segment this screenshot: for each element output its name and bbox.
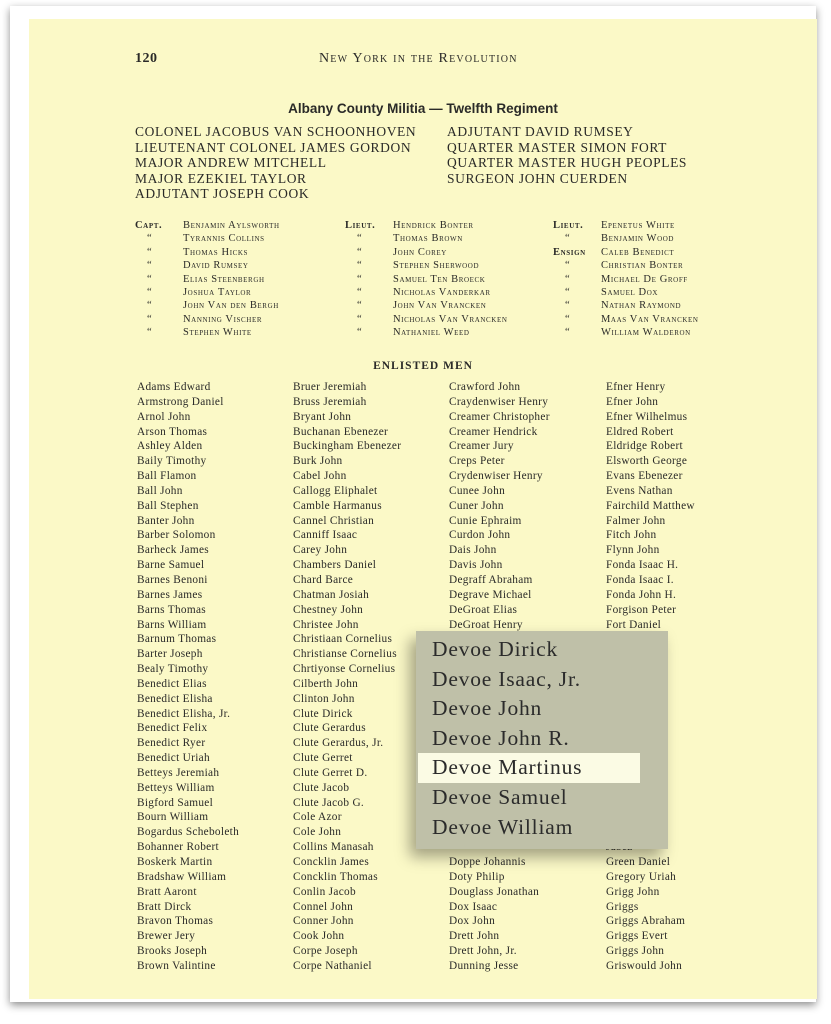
officer-row (553, 313, 699, 326)
officer-row (345, 313, 508, 326)
enlisted-name: Dox John (449, 915, 496, 928)
rank-label: Lieut. (553, 220, 584, 231)
enlisted-name: Connel John (293, 900, 354, 913)
enlisted-name: Bourn William (137, 811, 209, 824)
officer-row (553, 286, 699, 299)
rank-label: “ (357, 273, 363, 285)
book-page (29, 19, 817, 999)
enlisted-name: Barns William (137, 618, 207, 631)
enlisted-name: Christiaan Cornelius (293, 633, 393, 646)
enlisted-name: Degrave Michael (449, 588, 532, 601)
rank-label: Capt. (135, 220, 163, 231)
enlisted-name: DeGroat Elias (449, 603, 518, 616)
enlisted-name: Bratt Aaront (137, 885, 197, 898)
enlisted-name: Douglass Jonathan (449, 885, 540, 898)
officer-row (135, 259, 280, 272)
enlisted-name: Griggs Evert (606, 930, 668, 943)
officer-row (135, 219, 280, 232)
enlisted-name: Clute Dirick (293, 707, 353, 720)
enlisted-name: Dox Isaac (449, 900, 498, 913)
rank-label: Lieut. (345, 220, 376, 231)
enlisted-name: Cuner John (449, 499, 504, 512)
officer-name: Elias Steenbergh (183, 273, 265, 285)
enlisted-name: Benedict Ryer (137, 737, 206, 750)
officer-row (553, 326, 699, 339)
officer-name: Nanning Vischer (183, 313, 263, 325)
officer-row (345, 273, 508, 286)
enlisted-name: Armstrong Daniel (137, 395, 224, 408)
enlisted-name: Fonda John H. (606, 588, 677, 601)
enlisted-name: Conner John (293, 915, 354, 928)
enlisted-name: Brewer Jery (137, 930, 196, 943)
enlisted-name: Clute Gerardus, Jr. (293, 737, 384, 750)
enlisted-name: Dunning Jesse (449, 959, 519, 972)
enlisted-name: Curdon John (449, 529, 511, 542)
enlisted-name: Evans Ebenezer (606, 470, 683, 483)
enlisted-name: Ball Stephen (137, 499, 199, 512)
officer-row (135, 246, 280, 259)
enlisted-name: Boskerk Martin (137, 856, 213, 868)
enlisted-name: Cole Azor (293, 811, 342, 824)
officer-name: Nicholas Vanderkar (393, 287, 491, 299)
officer-name: Nathaniel Weed (393, 327, 470, 339)
officer-name: Nicholas Van Vrancken (393, 313, 508, 325)
rank-label: “ (357, 260, 363, 272)
enlisted-name: Bratt Dirck (137, 900, 192, 913)
enlisted-name: Bogardus Scheboleth (137, 826, 240, 839)
enlisted-name: Barheck James (137, 544, 209, 557)
officer-name: ADJUTANT JOSEPH COOK (135, 186, 310, 202)
enlisted-name: Chambers Daniel (293, 559, 377, 572)
enlisted-name: Clute Jacob (293, 781, 350, 794)
officer-name: Benjamin Aylsworth (183, 220, 280, 231)
enlisted-name: Cunee John (449, 484, 506, 497)
officer-name: Benjamin Wood (601, 233, 675, 245)
enlisted-name: Buckingham Ebenezer (293, 440, 402, 453)
enlisted-name: Bryant John (293, 410, 352, 423)
officer-name: QUARTER MASTER HUGH PEOPLES (447, 155, 688, 171)
enlisted-name: Chard Barce (293, 573, 354, 586)
enlisted-name: Grigg John (606, 885, 660, 898)
enlisted-name: Crawford John (449, 381, 521, 393)
enlisted-name: Dais John (449, 544, 497, 557)
enlisted-name: Eldred Robert (606, 425, 674, 438)
enlisted-name: Benedict Elisha, Jr. (137, 707, 231, 720)
enlisted-name: Clute Jacob G. (293, 796, 365, 809)
enlisted-name: Fitch John (606, 529, 657, 542)
officer-name: David Rumsey (183, 260, 249, 272)
officer-name: Hendrick Bonter (393, 220, 474, 231)
enlisted-name: Griswould John (606, 959, 683, 972)
enlisted-name: Gregory Uriah (606, 870, 677, 883)
enlisted-name: Efner Henry (606, 381, 666, 393)
enlisted-name: Griggs Abraham (606, 915, 686, 928)
officer-name: John Corey (393, 246, 447, 258)
officer-row (345, 219, 508, 232)
rank-label: “ (565, 300, 571, 312)
enlisted-name: Davis John (449, 559, 503, 572)
enlisted-column-1 (137, 380, 239, 974)
rank-label: “ (357, 327, 363, 339)
enlisted-name: Barber Solomon (137, 529, 216, 542)
enlisted-name: Benedict Elisha (137, 692, 213, 705)
enlisted-name: Efner Wilhelmus (606, 410, 688, 423)
enlisted-name: Clute Gerardus (293, 722, 366, 735)
rank-label: “ (147, 273, 153, 285)
magnified-name: Devoe Isaac, Jr. (432, 666, 581, 691)
enlisted-name: Fonda Isaac I. (606, 573, 674, 586)
officer-row (345, 246, 508, 259)
enlisted-name: Craydenwiser Henry (449, 395, 549, 408)
enlisted-name: Doty Philip (449, 870, 505, 883)
regiment-title: Albany County Militia — Twelfth Regiment (288, 101, 558, 116)
magnified-name: Devoe Samuel (432, 784, 568, 809)
enlisted-name: Christee John (293, 618, 359, 631)
enlisted-name: Concklin Thomas (293, 870, 378, 883)
officer-name: Thomas Brown (393, 233, 463, 245)
enlisted-name: Chrtiyonse Cornelius (293, 663, 396, 676)
enlisted-name: Bealy Timothy (137, 663, 209, 676)
officer-name: John Van den Bergh (183, 300, 279, 312)
enlisted-name: Bigford Samuel (137, 796, 214, 809)
officer-row (345, 259, 508, 272)
officer-name: MAJOR ANDREW MITCHELL (135, 155, 327, 171)
enlisted-name: Griggs (606, 900, 639, 913)
enlisted-name: Doppe Johannis (449, 856, 526, 868)
enlisted-name: Corpe Joseph (293, 945, 358, 958)
enlisted-name: Drett John (449, 930, 500, 943)
officer-name: Maas Van Vrancken (601, 313, 699, 325)
enlisted-name: Arnol John (137, 410, 191, 423)
officer-name: Samuel Dox (601, 287, 659, 299)
enlisted-name: Eldridge Robert (606, 440, 683, 453)
rank-label: “ (147, 260, 153, 272)
enlisted-name: Conlin Jacob (293, 885, 356, 898)
officer-name: John Van Vrancken (393, 300, 487, 312)
officer-name: SURGEON JOHN CUERDEN (447, 170, 628, 186)
officer-name: Epenetus White (601, 220, 675, 231)
enlisted-name: Benedict Uriah (137, 752, 210, 765)
enlisted-name: Cunie Ephraim (449, 514, 522, 527)
enlisted-name: Griggs John (606, 945, 665, 958)
enlisted-name: Green Daniel (606, 856, 671, 868)
magnified-name: Devoe John (432, 696, 543, 721)
enlisted-name: Ashley Alden (137, 440, 203, 453)
enlisted-name: Betteys William (137, 781, 215, 794)
enlisted-name: Creamer Christopher (449, 410, 550, 423)
rank-label: “ (147, 233, 153, 245)
enlisted-name: Barnes Benoni (137, 573, 208, 586)
officer-row (553, 246, 699, 259)
enlisted-name: Brown Valintine (137, 959, 216, 972)
officer-name: Michael De Groff (601, 273, 688, 285)
officer-name: Stephen Sherwood (393, 260, 480, 272)
enlisted-name: Ball John (137, 484, 183, 497)
enlisted-name: Degraff Abraham (449, 573, 533, 586)
enlisted-name: Evens Nathan (606, 484, 673, 497)
officer-row (135, 326, 280, 339)
enlisted-name: Concklin James (293, 856, 370, 868)
enlisted-name: Buchanan Ebenezer (293, 425, 389, 438)
enlisted-name: Bruer Jeremiah (293, 381, 367, 393)
officer-row (345, 326, 508, 339)
enlisted-name: Bohanner Robert (137, 841, 219, 854)
enlisted-name: Elsworth George (606, 455, 688, 468)
officer-row (135, 232, 280, 245)
officer-row (135, 299, 280, 312)
enlisted-name: Brooks Joseph (137, 945, 208, 958)
enlisted-name: Christianse Cornelius (293, 648, 397, 661)
enlisted-name: Barnum Thomas (137, 633, 217, 646)
enlisted-name: Burk John (293, 455, 343, 468)
enlisted-men-heading: ENLISTED MEN (373, 360, 473, 372)
enlisted-name: Callogg Eliphalet (293, 484, 378, 497)
captains-column-3 (553, 219, 699, 340)
rank-label: “ (147, 313, 153, 325)
photo-frame (10, 6, 816, 1002)
enlisted-name: Carey John (293, 544, 348, 557)
rank-label: “ (357, 246, 363, 258)
enlisted-name: Falmer John (606, 514, 666, 527)
enlisted-name: Cole John (293, 826, 342, 839)
officer-row (553, 259, 699, 272)
enlisted-name: Barns Thomas (137, 603, 206, 616)
enlisted-name: Flynn John (606, 544, 660, 557)
captains-column-1 (135, 219, 280, 340)
enlisted-name: Fonda Isaac H. (606, 559, 679, 572)
enlisted-name: Cabel John (293, 470, 347, 483)
enlisted-name: Forgison Peter (606, 603, 677, 616)
officer-name: Thomas Hicks (183, 246, 249, 258)
rank-label: “ (147, 327, 153, 339)
officer-row (553, 232, 699, 245)
officer-name: Nathan Raymond (601, 300, 682, 312)
officer-name: LIEUTENANT COLONEL JAMES GORDON (135, 139, 412, 155)
officer-name: COLONEL JACOBUS VAN SCHOONHOVEN (135, 124, 417, 139)
officer-name: MAJOR EZEKIEL TAYLOR (135, 170, 307, 186)
enlisted-name: Fairchild Matthew (606, 499, 695, 512)
rank-label: “ (357, 233, 363, 245)
enlisted-name: Benedict Felix (137, 722, 208, 735)
enlisted-name: Ball Flamon (137, 470, 197, 483)
rank-label: “ (357, 287, 363, 299)
magnifier-callout (416, 631, 668, 849)
rank-label: “ (565, 260, 571, 272)
enlisted-column-2 (293, 380, 401, 974)
rank-label: “ (565, 287, 571, 299)
enlisted-name: Camble Harmanus (293, 499, 382, 512)
enlisted-name: Betteys Jeremiah (137, 766, 220, 779)
enlisted-name: Creps Peter (449, 455, 505, 468)
enlisted-name: Chestney John (293, 603, 364, 616)
officer-row (553, 219, 699, 232)
officer-name: Tyrannis Collins (183, 233, 265, 245)
rank-label: “ (357, 313, 363, 325)
enlisted-name: Baily Timothy (137, 455, 207, 468)
magnified-name: Devoe John R. (432, 725, 570, 750)
enlisted-name: Crydenwiser Henry (449, 470, 543, 483)
officer-row (553, 273, 699, 286)
enlisted-name: DeGroat Henry (449, 618, 523, 631)
enlisted-name: Barnes James (137, 588, 203, 601)
enlisted-name: Efner John (606, 395, 659, 408)
rank-label: “ (565, 273, 571, 285)
enlisted-name: Creamer Hendrick (449, 425, 538, 438)
rank-label: “ (565, 233, 571, 245)
enlisted-name: Cook John (293, 930, 345, 943)
enlisted-name: Clute Gerret (293, 752, 353, 765)
enlisted-name: Cilberth John (293, 677, 359, 690)
officer-row (553, 299, 699, 312)
enlisted-name: Adams Edward (137, 381, 211, 393)
enlisted-name: Barne Samuel (137, 559, 205, 572)
enlisted-name: Canniff Isaac (293, 529, 358, 542)
enlisted-name: Bruss Jeremiah (293, 395, 367, 408)
enlisted-name: Fort Daniel (606, 618, 662, 631)
highlighted-name: Devoe Martinus (418, 753, 640, 783)
officer-name: Stephen White (183, 327, 252, 339)
rank-label: “ (147, 287, 153, 299)
enlisted-name: Arson Thomas (137, 425, 208, 438)
officers-right (447, 124, 687, 186)
enlisted-name: Chatman Josiah (293, 588, 370, 601)
officer-row (345, 232, 508, 245)
officer-name: Caleb Benedict (601, 246, 675, 258)
rank-label: “ (565, 327, 571, 339)
officer-name: Joshua Taylor (183, 287, 252, 299)
officers-left (135, 124, 416, 202)
book-title: New York in the Revolution (319, 51, 518, 66)
rank-label: “ (565, 313, 571, 325)
officer-row (345, 299, 508, 312)
officer-name: QUARTER MASTER SIMON FORT (447, 139, 668, 155)
enlisted-name: Bradshaw William (137, 870, 227, 883)
enlisted-name: Banter John (137, 514, 195, 527)
officer-name: Christian Bonter (601, 260, 684, 272)
enlisted-name: Bravon Thomas (137, 915, 214, 928)
rank-label: “ (147, 246, 153, 258)
rank-label: Ensign (553, 246, 586, 258)
officer-name: ADJUTANT DAVID RUMSEY (447, 124, 634, 139)
enlisted-name: Clute Gerret D. (293, 766, 368, 779)
magnified-name: Devoe Dirick (432, 637, 559, 661)
enlisted-name: Barter Joseph (137, 648, 203, 661)
rank-label: “ (357, 300, 363, 312)
enlisted-name: Collins Manasah (293, 841, 374, 854)
page-number: 120 (135, 51, 158, 66)
officer-row (345, 286, 508, 299)
enlisted-name: Creamer Jury (449, 440, 514, 453)
rank-label: “ (147, 300, 153, 312)
officer-name: William Walderon (601, 327, 691, 339)
officer-row (135, 313, 280, 326)
enlisted-name: Drett John, Jr. (449, 945, 517, 958)
enlisted-name: Cannel Christian (293, 514, 375, 527)
officer-row (135, 273, 280, 286)
officer-row (135, 286, 280, 299)
magnified-name: Devoe William (432, 814, 574, 839)
captains-column-2 (345, 219, 508, 340)
officer-name: Samuel Ten Broeck (393, 273, 486, 285)
enlisted-name: Benedict Elias (137, 677, 207, 690)
enlisted-name: Corpe Nathaniel (293, 959, 372, 972)
enlisted-name: Clinton John (293, 692, 355, 705)
